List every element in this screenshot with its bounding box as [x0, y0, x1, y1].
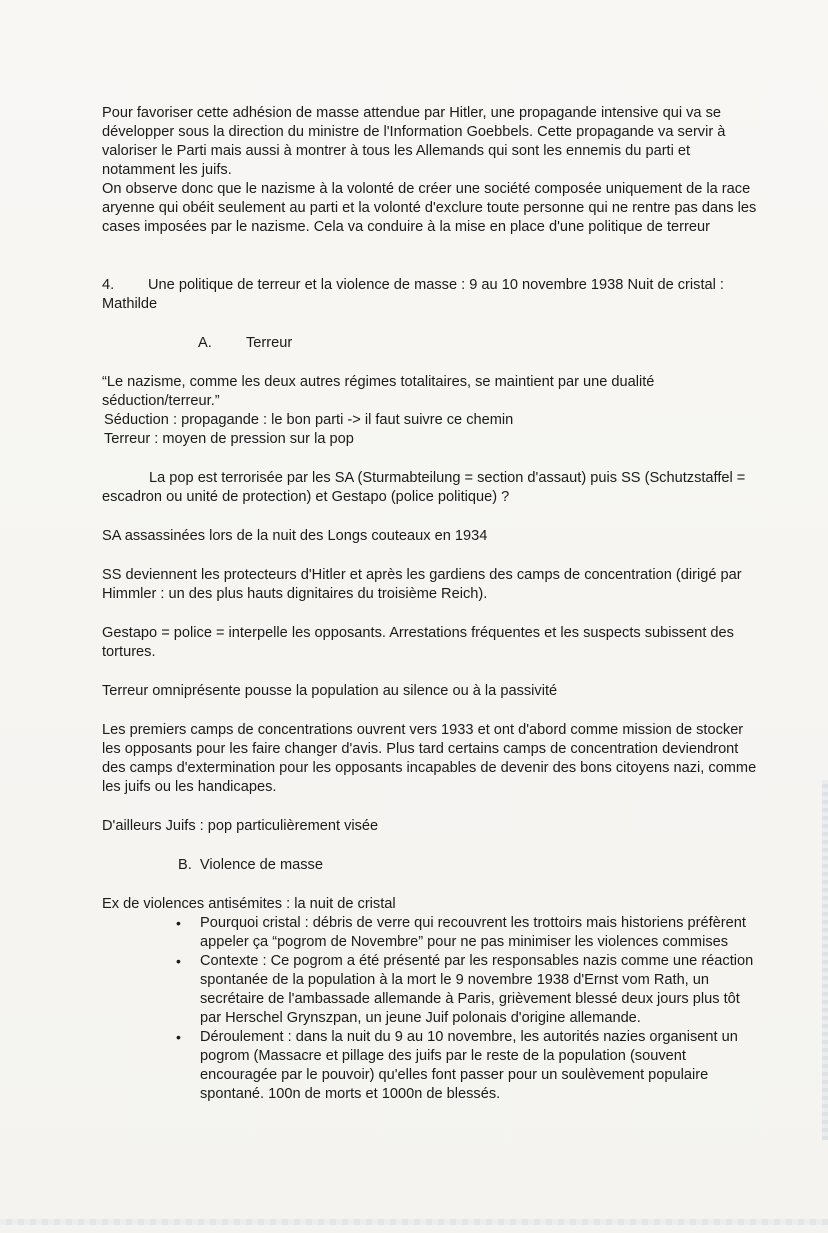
- section-4-title: Une politique de terreur et la violence de masse : 9 au 10 novembre 1938 Nuit de cristal : Mathilde: [102, 277, 724, 312]
- intro-paragraph-2: On observe donc que le nazisme à la volonté de créer une société composée uniquement de la race aryenne qui obéit seulement au parti et la volonté d'exclure toute personne qui ne rentre pas dans les cases imposées par le nazisme. Cela va conduire à la mise en place d'une politique de terreur: [102, 181, 757, 235]
- list-item: • Déroulement : dans la nuit du 9 au 10 novembre, les autorités nazies organisent un pogrom (Massacre et pillage des juifs par le reste de la population (souvent encouragée par le pouvoir) qu'elles font passer pour un soulèvement populaire spontané. 100n de morts et 1000n de blessés.: [176, 1029, 738, 1102]
- gestapo-paragraph: Gestapo = police = interpelle les opposants. Arrestations fréquentes et les suspects subissent des tortures.: [102, 625, 734, 660]
- camps-paragraph: Les premiers camps de concentrations ouvrent vers 1933 et ont d'abord comme mission de stocker les opposants pour les faire changer d'avis. Plus tard certains camps de concentration deviendront des camps d'extermination pour les opposants incapables de devenir des bons citoyens nazi, comme les juifs ou les handicapes.: [102, 722, 757, 795]
- section-a-title: Terreur: [246, 335, 293, 351]
- section-4-number: 4.: [102, 277, 115, 293]
- section-b-title: Violence de masse: [199, 857, 323, 873]
- violence-bullet-list: [102, 914, 762, 1104]
- section-b-letter: B.: [178, 857, 192, 873]
- intro-paragraph-1: Pour favoriser cette adhésion de masse attendue par Hitler, une propagande intensive qui va se développer sous la direction du ministre de l'Information Goebbels. Cette propagande va servir à valoriser le Parti mais aussi à montrer à tous les Allemands qui sont les ennemis du parti et notamment les juifs.: [102, 105, 726, 178]
- bullet-icon: •: [176, 953, 181, 969]
- document-body: [102, 104, 762, 1104]
- pop-terror-paragraph: La pop est terrorisée par les SA (Sturmabteilung = section d'assaut) puis SS (Schutzstaffel = escadron ou unité de protection) et Gestapo (police politique) ?: [102, 470, 746, 505]
- jews-targeted-paragraph: D'ailleurs Juifs : pop particulièrement visée: [102, 818, 379, 834]
- terreur-line: Terreur : moyen de pression sur la pop: [104, 431, 354, 447]
- scan-edge-bottom: [0, 1219, 828, 1225]
- section-4-heading: [102, 276, 762, 314]
- scan-edge-right: [822, 780, 828, 1140]
- ss-paragraph: SS deviennent les protecteurs d'Hitler et après les gardiens des camps de concentration (dirigé par Himmler : un des plus hauts dignitaires du troisième Reich).: [102, 567, 742, 602]
- sa-paragraph: SA assassinées lors de la nuit des Longs couteaux en 1934: [102, 528, 488, 544]
- section-a-heading: [198, 334, 762, 353]
- list-item: • Contexte : Ce pogrom a été présenté par les responsables nazis comme une réaction spontanée de la population à la mort le 9 novembre 1938 d'Ernst vom Rath, un secrétaire de l'ambassade allemande à Paris, grièvement blessé deux jours plus tôt par Herschel Grynszpan, un jeune Juif polonais d'origine allemande.: [176, 953, 754, 1026]
- section-a-letter: A.: [198, 335, 212, 351]
- quote-paragraph: “Le nazisme, comme les deux autres régimes totalitaires, se maintient par une dualité séduction/terreur.”: [102, 374, 655, 409]
- violence-intro: Ex de violences antisémites : la nuit de cristal: [102, 896, 396, 912]
- omnipresent-terror-paragraph: Terreur omniprésente pousse la population au silence ou à la passivité: [102, 683, 558, 699]
- list-item: • Pourquoi cristal : débris de verre qui recouvrent les trottoirs mais historiens préfèrent appeler ça “pogrom de Novembre” pour ne pas minimiser les violences commises: [176, 915, 746, 950]
- section-b-heading: [178, 856, 762, 875]
- seduction-line: Séduction : propagande : le bon parti -> il faut suivre ce chemin: [104, 412, 514, 428]
- bullet-icon: •: [176, 1029, 181, 1045]
- bullet-icon: •: [176, 915, 181, 931]
